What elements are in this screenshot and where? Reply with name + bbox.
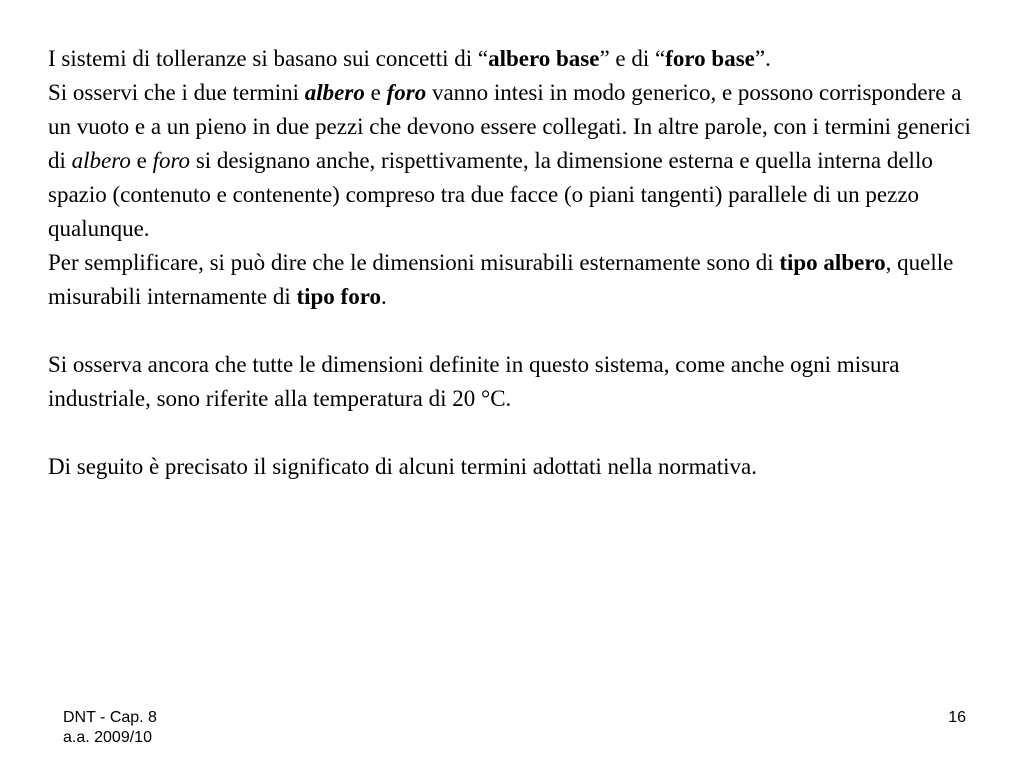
- text: e: [364, 80, 387, 105]
- text: vanno intesi in modo generico, e possono corrispondere a un vuoto e a un pieno in due pezzi che devono essere collegati. In altre parole, con i termini generici di: [48, 80, 971, 173]
- term-tipo-foro: tipo foro: [296, 284, 382, 309]
- text: Si osservi che i due termini: [48, 80, 305, 105]
- term-foro: foro: [386, 80, 427, 105]
- term-tipo-albero: tipo albero: [779, 250, 886, 275]
- text: ”.: [754, 46, 771, 71]
- text: ” e di “: [599, 46, 666, 71]
- slide-body: [48, 42, 978, 484]
- footer-year: a.a. 2009/10: [63, 729, 152, 746]
- text: e: [130, 148, 153, 173]
- term-foro-base: foro base: [665, 46, 755, 71]
- paragraph-simplify: [48, 246, 978, 314]
- text: si designano anche, rispettivamente, la dimensione esterna e quella interna dello spazio (contenuto e contenente) compreso tra due facce (o piani tangenti) parallele di un pezzo qualunque.: [48, 148, 933, 241]
- term-albero-base: albero base: [488, 46, 600, 71]
- term-foro-italic: foro: [152, 148, 191, 173]
- paragraph-terms-intro: Di seguito è precisato il significato di alcuni termini adottati nella normativa.: [48, 454, 757, 479]
- footer-course-info: [63, 708, 157, 748]
- text: .: [381, 284, 387, 309]
- text: I sistemi di tolleranze si basano sui concetti di “: [48, 46, 489, 71]
- term-albero-italic: albero: [71, 148, 131, 173]
- paragraph-temperature: Si osserva ancora che tutte le dimensioni definite in questo sistema, come anche ogni misura industriale, sono riferite alla temperatura di 20 °C.: [48, 352, 900, 411]
- term-albero: albero: [304, 80, 365, 105]
- text: , quelle misurabili internamente di: [48, 250, 954, 309]
- footer-course: DNT - Cap. 8: [63, 709, 157, 726]
- text: Per semplificare, si può dire che le dimensioni misurabili esternamente sono di: [48, 250, 780, 275]
- page-number: 16: [948, 709, 966, 726]
- paragraph-generic-terms: [48, 76, 978, 246]
- paragraph-concepts: [48, 42, 978, 76]
